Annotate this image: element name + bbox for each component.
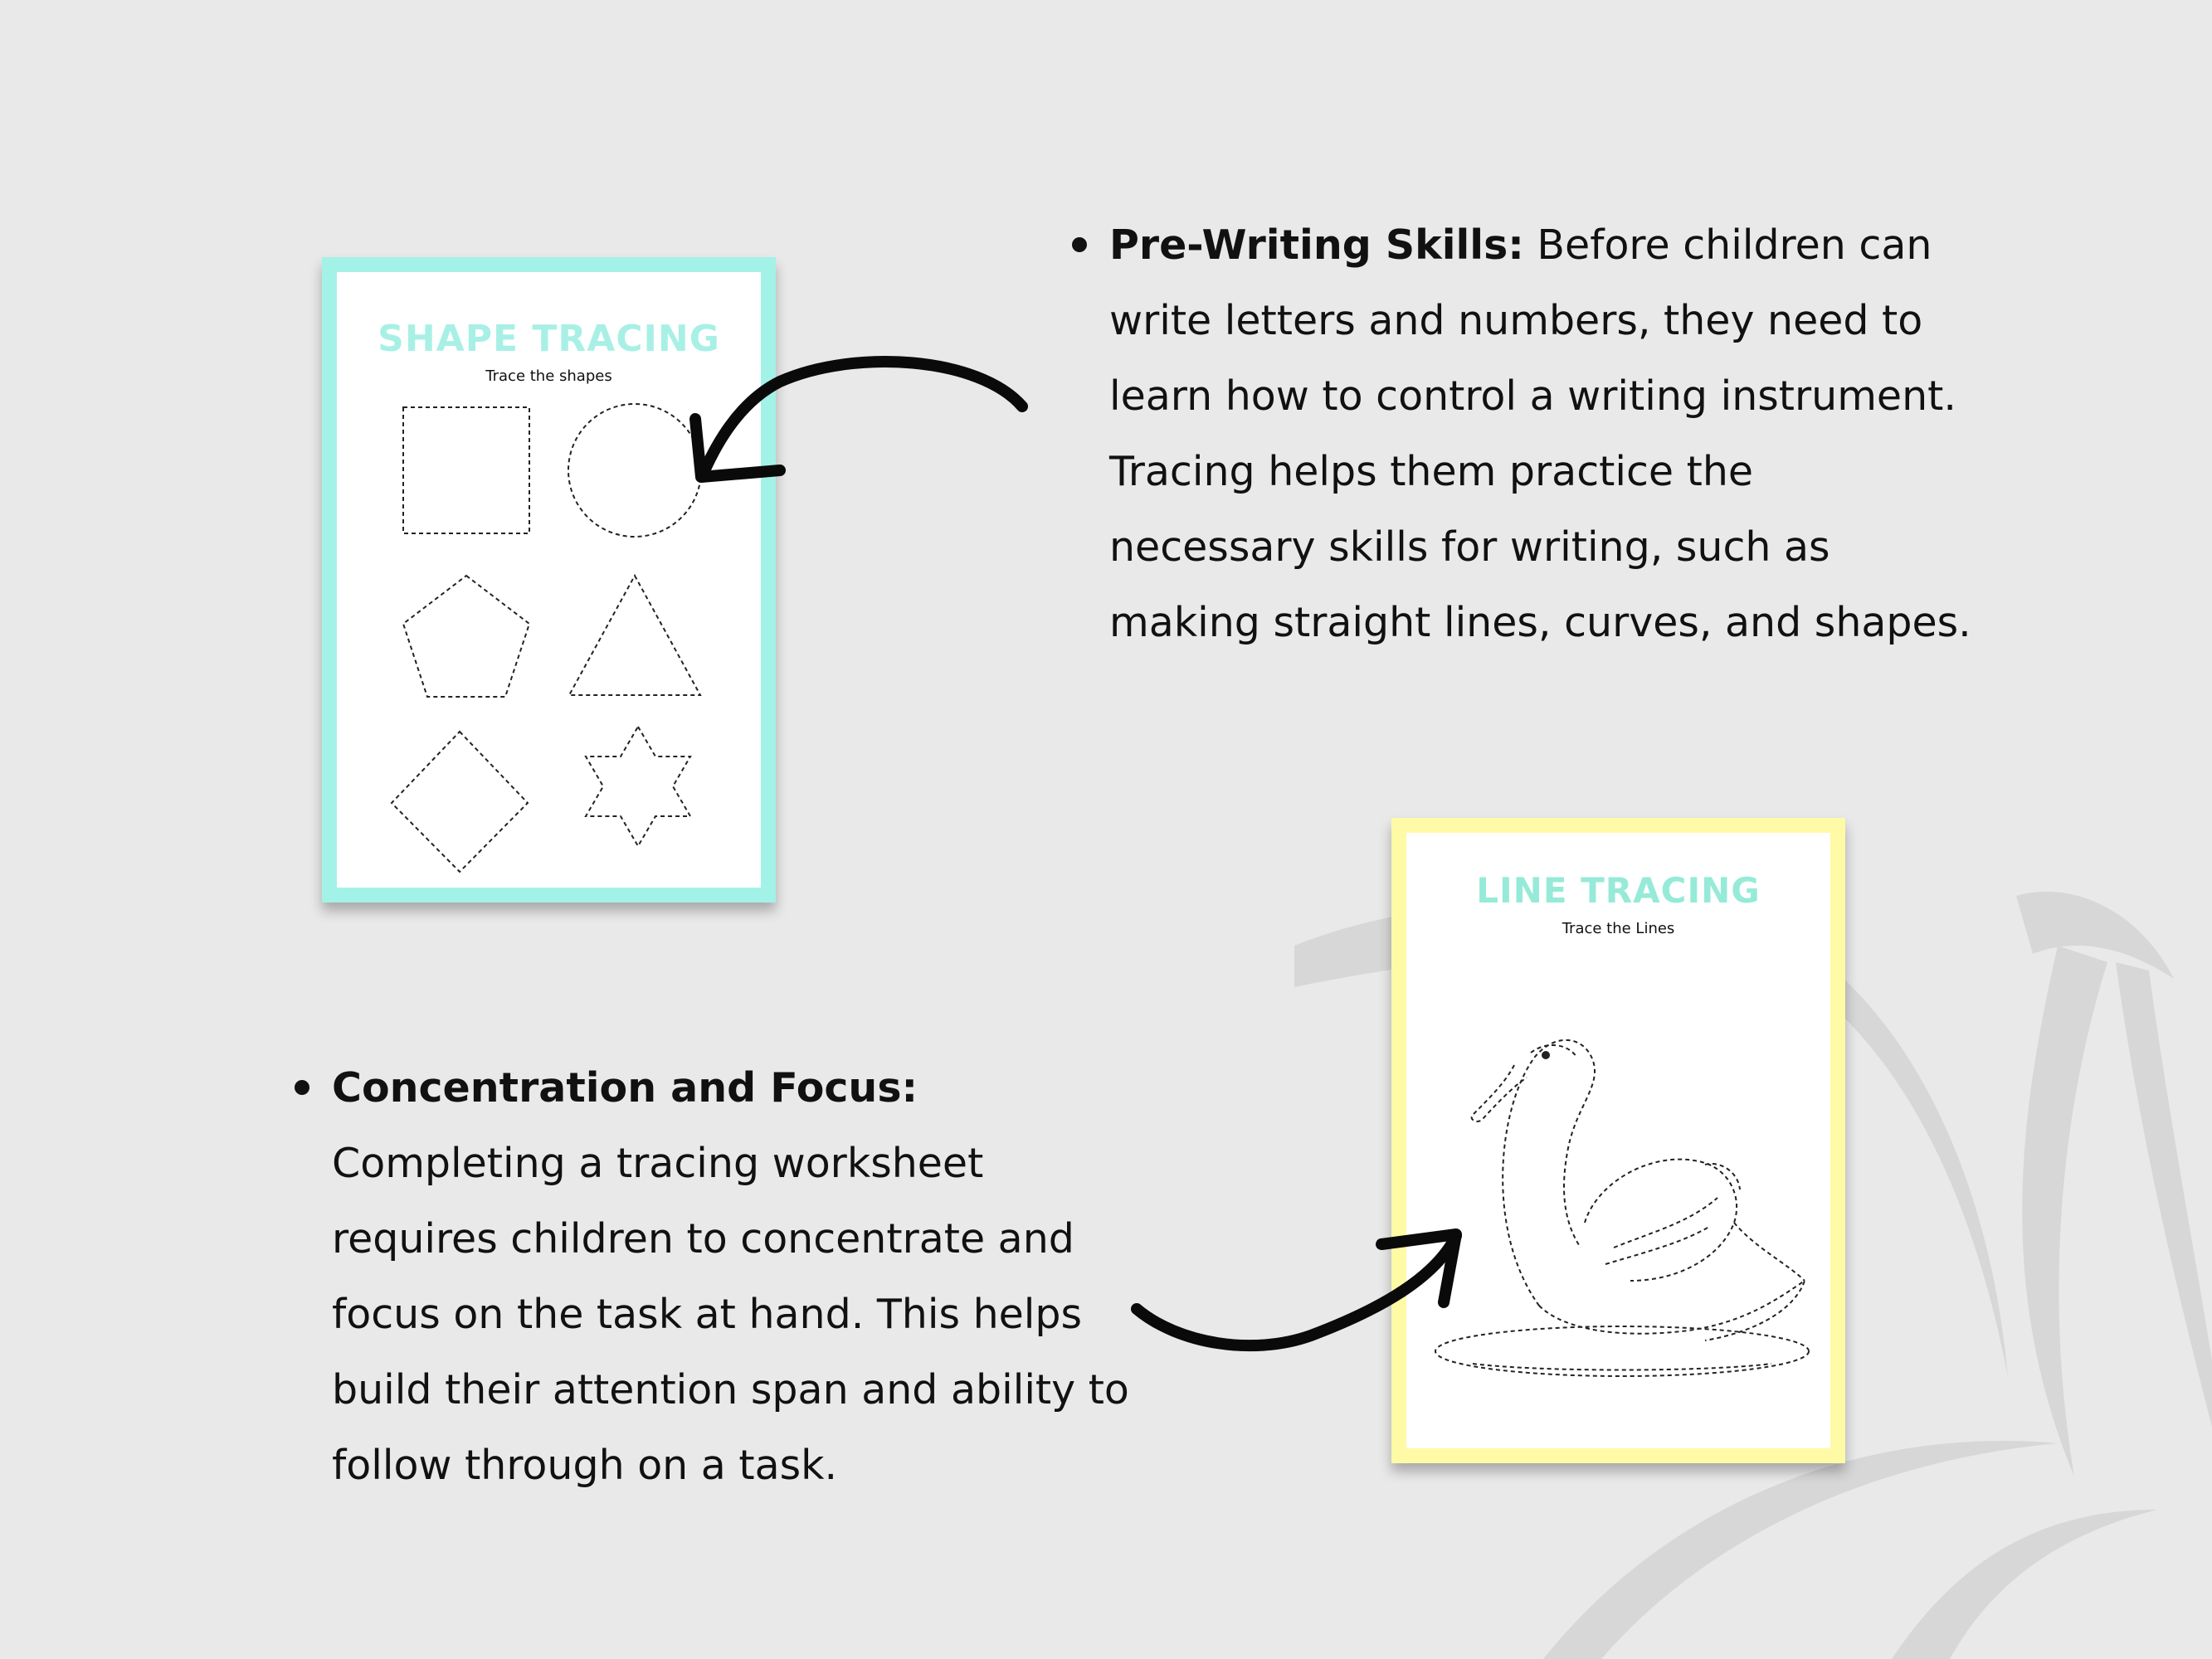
dashed-swan-illustration [1406, 833, 1830, 1448]
swan-eye [1542, 1051, 1550, 1059]
line-tracing-worksheet [1391, 818, 1845, 1463]
dashed-square [403, 407, 529, 533]
dashed-diamond [392, 732, 528, 872]
bullet-text: Completing a tracing worksheet requires children to concentrate and focus on the task at hand. This helps build their attention span and ability to follow through on a task. [332, 1140, 1129, 1489]
bullet-text: Before children can write letters and numbers, they need to learn how to control a writing instrument. Tracing helps them practice the necessary skills for writing, such as making straight lines, curves, and shapes. [1109, 221, 1971, 646]
dashed-star [586, 727, 690, 846]
shape-tracing-worksheet [322, 257, 776, 902]
bullet-heading: Pre-Writing Skills: [1109, 221, 1524, 269]
shape-tracing-subtitle: Trace the shapes [485, 367, 612, 385]
shape-tracing-title: SHAPE TRACING [378, 318, 720, 360]
dashed-circle [568, 404, 701, 537]
dashed-pentagon [403, 576, 529, 697]
line-tracing-title: LINE TRACING [1476, 870, 1761, 911]
bullet-dot [295, 1080, 309, 1095]
bullet-dot [1072, 237, 1087, 252]
dashed-shapes-illustration [337, 272, 761, 888]
dashed-triangle [569, 576, 700, 695]
line-tracing-subtitle: Trace the Lines [1562, 920, 1675, 937]
bullet-pre-writing-skills [1109, 207, 1972, 660]
bullet-concentration-focus [332, 1050, 1162, 1503]
bullet-heading: Concentration and Focus: [332, 1064, 918, 1112]
